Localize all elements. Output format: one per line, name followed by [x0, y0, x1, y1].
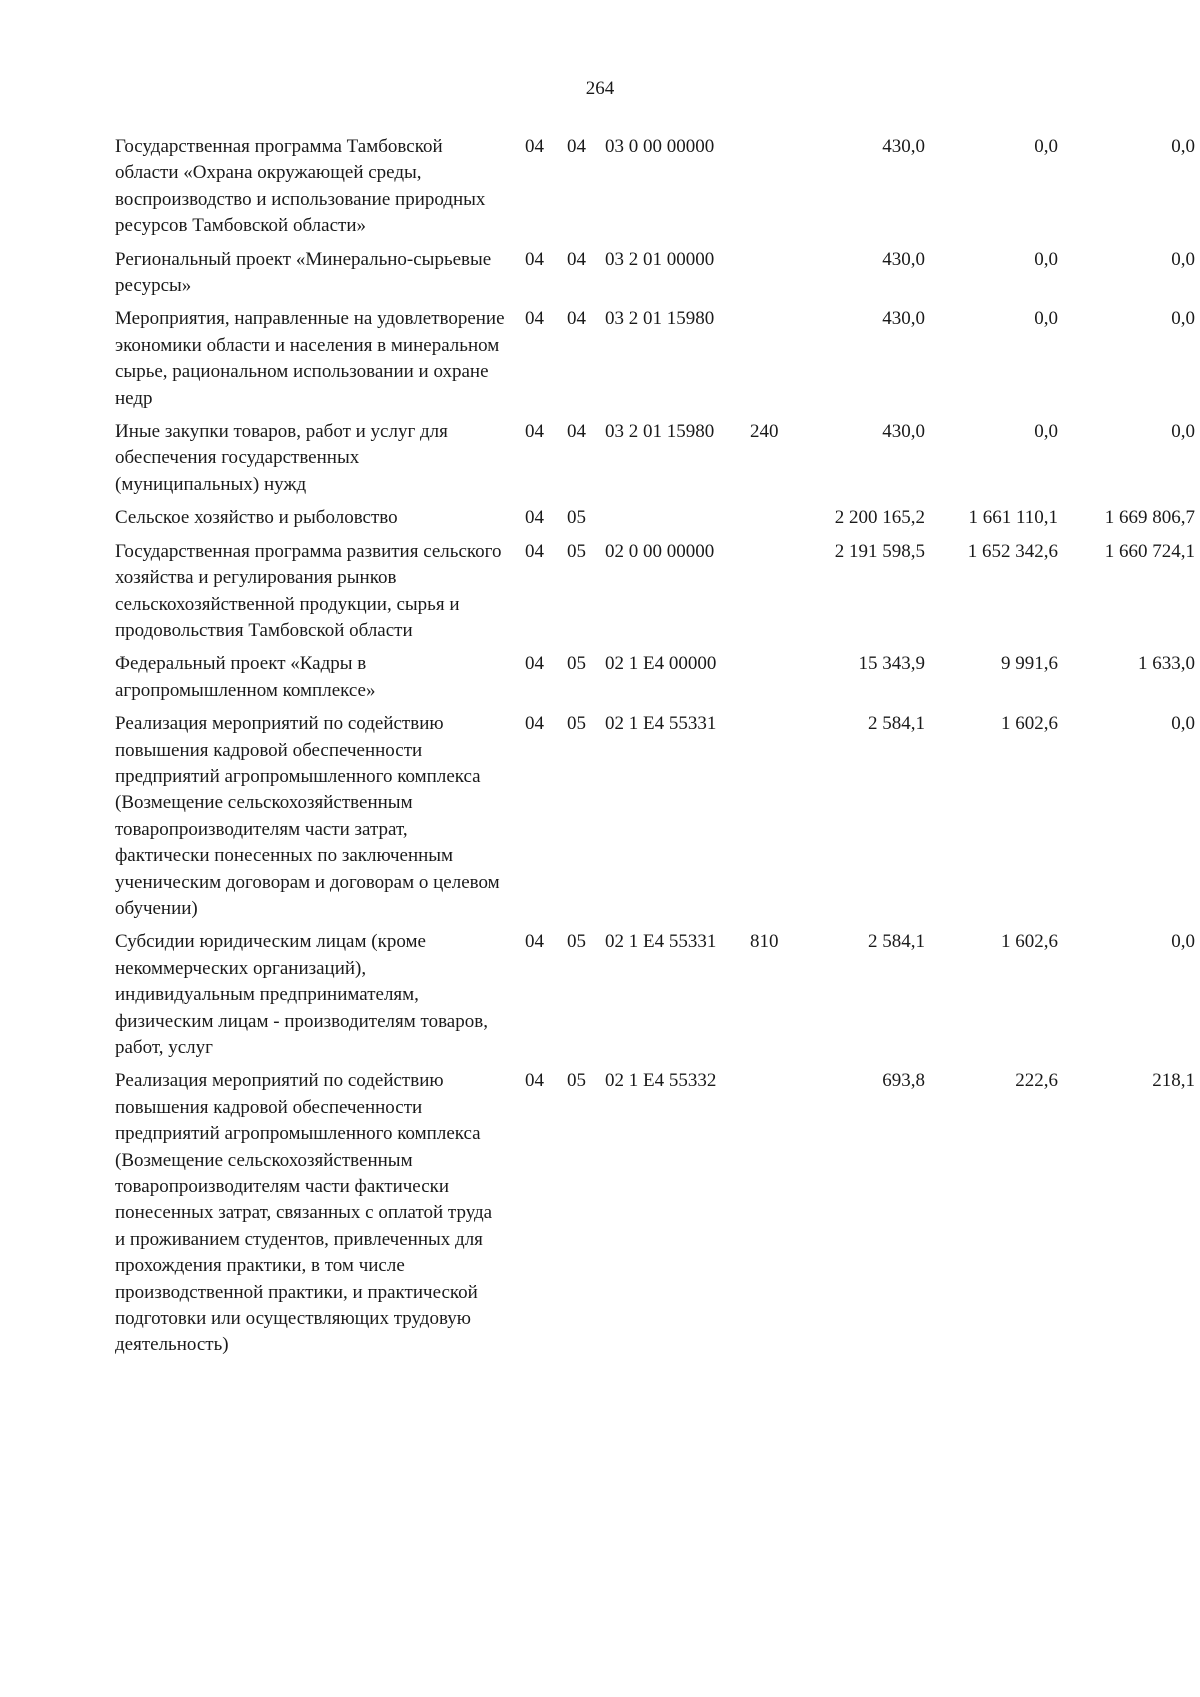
row-subsection-code: 05 [567, 653, 586, 675]
row-name: Федеральный проект «Кадры в агропромышленном комплексе» [115, 653, 376, 701]
row-amount-year-1: 15 343,9 [858, 653, 925, 675]
row-target-article-code: 02 1 E4 00000 [605, 653, 717, 675]
row-subsection-code: 05 [567, 540, 586, 562]
row-amount-year-2: 0,0 [1034, 421, 1058, 443]
row-amount-year-1: 430,0 [882, 308, 925, 330]
row-amount-year-1: 2 584,1 [868, 931, 925, 953]
row-amount-year-2: 222,6 [1015, 1070, 1058, 1092]
row-amount-year-2: 1 661 110,1 [968, 507, 1058, 529]
row-section-code: 04 [525, 931, 544, 953]
row-subsection-code: 04 [567, 136, 586, 157]
table-row [115, 711, 1197, 929]
row-amount-year-3: 0,0 [1171, 931, 1195, 953]
row-amount-year-2: 0,0 [1034, 136, 1058, 157]
table-row [115, 306, 1197, 419]
row-amount-year-2: 0,0 [1034, 308, 1058, 330]
table-row [115, 651, 1197, 711]
row-amount-year-1: 2 584,1 [868, 713, 925, 735]
row-section-code: 04 [525, 248, 544, 270]
row-amount-year-3: 0,0 [1171, 421, 1195, 443]
table-row [115, 1068, 1197, 1365]
row-target-article-code: 03 2 01 00000 [605, 248, 715, 270]
row-subsection-code: 05 [567, 713, 586, 735]
row-expense-type-code [750, 539, 805, 652]
row-amount-year-2: 9 991,6 [1001, 653, 1058, 675]
row-amount-year-2: 1 652 342,6 [967, 540, 1058, 562]
row-amount-year-3: 218,1 [1152, 1070, 1195, 1092]
row-subsection-code: 05 [567, 931, 586, 953]
row-name: Мероприятия, направленные на удовлетворение экономики области и населения в минеральном сырье, рациональном использовании и охране недр [115, 308, 505, 409]
row-target-article-code: 03 2 01 15980 [605, 308, 715, 330]
row-name: Региональный проект «Минерально-сырьевые ресурсы» [115, 248, 492, 297]
row-target-article-code: 02 1 E4 55331 [605, 931, 717, 953]
table-row [115, 134, 1197, 247]
row-amount-year-1: 430,0 [882, 136, 925, 157]
row-target-article-code: 03 0 00 00000 [605, 136, 715, 157]
row-amount-year-3: 0,0 [1171, 713, 1195, 735]
row-amount-year-2: 1 602,6 [1001, 931, 1058, 953]
row-expense-type-code [750, 651, 805, 711]
row-subsection-code: 04 [567, 308, 586, 330]
row-section-code: 04 [525, 507, 544, 529]
row-expense-type-code [750, 711, 805, 929]
row-expense-type-code [750, 247, 805, 307]
row-name: Реализация мероприятий по содействию повышения кадровой обеспеченности предприятий агропромышленного комплекса (Возмещение сельскохозяйственным товаропроизводителям части затрат, фактически понесенных по заключенным ученическим договорам и договорам о целевом обучении) [115, 713, 500, 919]
row-amount-year-2: 1 602,6 [1001, 713, 1058, 735]
row-subsection-code: 04 [567, 421, 586, 443]
row-amount-year-2: 0,0 [1034, 248, 1058, 270]
row-name: Государственная программа развития сельского хозяйства и регулирования рынков сельскохозяйственной продукции, сырья и продовольствия Тамбовской области [115, 540, 502, 641]
row-section-code: 04 [525, 136, 544, 157]
row-section-code: 04 [525, 308, 544, 330]
row-expense-type-code: 810 [750, 931, 779, 953]
row-expense-type-code [750, 134, 805, 247]
row-section-code: 04 [525, 540, 544, 562]
row-amount-year-3: 0,0 [1171, 248, 1195, 270]
page-number: 264 [585, 78, 615, 99]
row-expense-type-code: 240 [750, 421, 779, 443]
table-row [115, 419, 1197, 505]
row-name: Государственная программа Тамбовской области «Охрана окружающей среды, воспроизводство и использование природных ресурсов Тамбовской области» [115, 136, 486, 237]
budget-table-body [115, 134, 1197, 1366]
row-name: Субсидии юридическим лицам (кроме некоммерческих организаций), индивидуальным предпринимателям, физическим лицам - производителям товаров, работ, услуг [115, 931, 488, 1058]
row-expense-type-code [750, 306, 805, 419]
row-subsection-code: 05 [567, 1070, 586, 1092]
row-section-code: 04 [525, 653, 544, 675]
row-section-code: 04 [525, 421, 544, 443]
row-name: Сельское хозяйство и рыболовство [115, 507, 398, 529]
table-row [115, 539, 1197, 652]
budget-table [115, 134, 1197, 1366]
row-target-article-code: 02 0 00 00000 [605, 540, 715, 562]
row-amount-year-1: 430,0 [882, 248, 925, 270]
row-amount-year-3: 1 669 806,7 [1104, 507, 1195, 529]
row-amount-year-3: 1 660 724,1 [1104, 540, 1195, 562]
row-name: Реализация мероприятий по содействию повышения кадровой обеспеченности предприятий агропромышленного комплекса (Возмещение сельскохозяйственным товаропроизводителям части фактически понесенных затрат, связанных с оплатой труда и проживанием студентов, привлеченных для прохождения практики, в том числе производственной практики, и практической подготовки или осуществляющих трудовую деятельность) [115, 1070, 493, 1356]
row-expense-type-code [750, 505, 805, 538]
row-section-code: 04 [525, 713, 544, 735]
row-expense-type-code [750, 1068, 805, 1365]
row-subsection-code: 04 [567, 248, 586, 270]
row-target-article-code [605, 505, 750, 538]
row-target-article-code: 02 1 E4 55332 [605, 1070, 717, 1092]
table-row [115, 929, 1197, 1068]
row-target-article-code: 02 1 E4 55331 [605, 713, 717, 735]
row-subsection-code: 05 [567, 507, 586, 529]
row-name: Иные закупки товаров, работ и услуг для обеспечения государственных (муниципальных) нужд [115, 421, 448, 495]
row-amount-year-1: 693,8 [882, 1070, 925, 1092]
table-row [115, 505, 1197, 538]
row-target-article-code: 03 2 01 15980 [605, 421, 715, 443]
row-section-code: 04 [525, 1070, 544, 1092]
table-row [115, 247, 1197, 307]
row-amount-year-1: 2 191 598,5 [834, 540, 925, 562]
row-amount-year-3: 1 633,0 [1138, 653, 1195, 675]
row-amount-year-1: 430,0 [882, 421, 925, 443]
row-amount-year-1: 2 200 165,2 [834, 507, 925, 529]
row-amount-year-3: 0,0 [1171, 136, 1195, 157]
row-amount-year-3: 0,0 [1171, 308, 1195, 330]
